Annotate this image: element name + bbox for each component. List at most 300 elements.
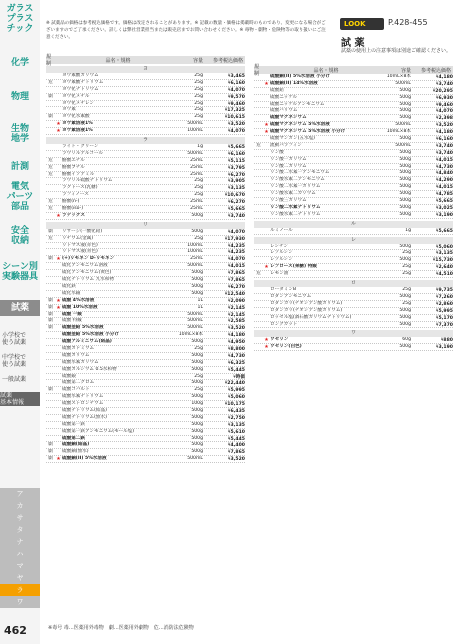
star-icon [55, 263, 62, 269]
product-name: 硫酸 4%水溶液 [62, 297, 95, 303]
product-name: ヨウ化ナトリウム [62, 86, 99, 92]
table-row [46, 353, 245, 360]
table-row [254, 122, 453, 129]
product-name: リトマス液(赤色) [62, 242, 98, 248]
product-name: 硫酸マグネシウム [270, 115, 307, 121]
product-name: 硫酸アルミニウム(結晶) [62, 339, 112, 345]
table-row [46, 312, 245, 319]
product-price: ¥ 3,520 [205, 121, 245, 127]
table-row [46, 442, 245, 449]
product-size: 500mL [187, 121, 203, 127]
header-name: 品名・規格 [313, 67, 339, 74]
regulation-cell: 劇 [48, 449, 53, 455]
table-row [46, 128, 245, 135]
star-icon [55, 449, 62, 455]
regulation-cell: 危 [48, 206, 53, 212]
sidebar-category-6[interactable]: 安全 収納 [10, 226, 29, 246]
look-page-ref[interactable]: P.428-455 [388, 18, 428, 27]
table-row [254, 177, 453, 184]
table-row [254, 250, 453, 257]
star-icon [263, 198, 270, 204]
product-price: ¥ 4,235 [205, 249, 245, 255]
product-size: 500mL [187, 311, 203, 317]
table-row [46, 243, 245, 250]
product-size: 100g [191, 401, 203, 407]
product-size: 500g [399, 344, 411, 350]
section-header: リ [46, 222, 245, 229]
product-size: 500g [191, 290, 203, 296]
product-price: ¥ 4,015 [413, 184, 453, 190]
table-row [254, 115, 453, 122]
product-price: ¥ 10,670 [205, 192, 245, 198]
product-name: ラウリル硫酸ナトリウム [62, 178, 113, 184]
product-name: レゾルシン [270, 250, 293, 256]
product-price: ¥ 5,445 [205, 367, 245, 373]
product-name: ヨウ素酸ナトリウム [62, 79, 104, 85]
sidebar-subitem-0[interactable]: 小学校で 使う試薬 [2, 332, 27, 346]
product-name: ヨウ素酸カリウム [62, 73, 99, 78]
product-name: 硫酸バリウム [270, 108, 298, 114]
header-price: 参考税込価格 [420, 67, 451, 74]
star-icon [55, 165, 62, 171]
product-name: 硫酸 特級 [62, 318, 82, 324]
table-row [254, 74, 453, 81]
sidebar-category-1[interactable]: 化学 [10, 58, 29, 68]
star-icon [263, 95, 270, 101]
star-icon [55, 101, 62, 107]
left-column-table [46, 56, 245, 463]
product-name: 硫酸第二鉄 [62, 435, 85, 441]
star-icon [263, 271, 270, 277]
product-price: ¥ 4,180 [413, 129, 453, 135]
regulation-cell [46, 185, 55, 191]
product-price: ¥ 7,865 [205, 270, 245, 276]
product-name: レフロース(果糖) 特級 [270, 264, 317, 270]
star-icon [263, 191, 270, 197]
product-price: ¥ 3,520 [205, 325, 245, 331]
table-row [46, 87, 245, 94]
star-icon [55, 80, 62, 86]
sidebar-nav [0, 0, 40, 644]
product-size: 500g [399, 314, 411, 320]
product-price: ¥ 5,060 [413, 244, 453, 250]
regulation-cell [46, 192, 55, 198]
product-price: ¥ 4,785 [413, 191, 453, 197]
product-name: 硫酸ナトリウム(結晶) [62, 407, 107, 413]
table-header [46, 54, 245, 67]
product-price: ¥ 4,400 [205, 442, 245, 448]
product-size: 500g [191, 421, 203, 427]
regulation-cell [46, 263, 55, 269]
product-price: ¥ 5,445 [205, 436, 245, 442]
regulation-cell [254, 136, 263, 142]
star-icon: ★ [264, 80, 269, 87]
star-icon [263, 294, 270, 300]
product-price: ¥ 時価 [205, 374, 245, 380]
header-size: 容量 [400, 67, 411, 74]
table-row [46, 121, 245, 128]
footer-legend: ※毒号 毒…医薬用外毒物 劇…医薬用外劇物 危…消防法危険物 [48, 625, 194, 631]
header-cat: 規制 [46, 54, 52, 67]
product-size: 500g [191, 442, 203, 448]
star-icon [55, 360, 62, 366]
top-note: ※ 試薬品の価格は参考税込価格です。価格は改定されることがあります。※ 記載の数量・価格は掲載時のものであり、変更になる場合がございますのでご了承ください。詳しくは弊社営業担当または販売店までお問い合わせください。※ 毒物・劇物・危険物等の取り扱いにご注意ください。 [46, 21, 326, 40]
star-icon [55, 236, 62, 242]
product-price: ¥ 5,665 [413, 228, 453, 234]
product-name: リン酸水素二ナトリウム [270, 211, 321, 217]
regulation-cell [254, 81, 263, 87]
product-price: ¥ 4,070 [413, 108, 453, 114]
right-column-table [254, 66, 453, 351]
product-price: ¥ 10,615 [205, 114, 245, 120]
star-icon [55, 270, 62, 276]
star-icon: ★ [264, 264, 269, 271]
product-name: 硫酸 一級 [62, 311, 82, 317]
table-row [254, 294, 453, 301]
product-price: ¥ 12,540 [205, 291, 245, 297]
table-row [46, 429, 245, 436]
product-size: 25mL [190, 164, 203, 170]
product-size: 25g [194, 345, 203, 351]
table-row [254, 95, 453, 102]
kana-index-6[interactable]: マ [0, 560, 40, 572]
product-size: 500g [399, 115, 411, 121]
table-row [254, 102, 453, 109]
product-size: 100mL [187, 128, 203, 134]
product-name: レゾルシン [270, 257, 293, 263]
table-row [254, 344, 453, 351]
star-icon [55, 436, 62, 442]
star-icon [263, 108, 270, 114]
regulation-cell [254, 301, 263, 307]
sidebar-category-5[interactable]: 電気 パーツ 部品 [6, 182, 34, 212]
product-name: 硫酸鉛 [270, 87, 284, 93]
product-price: ¥ 3,135 [413, 250, 453, 256]
regulation-cell: 劇 [48, 387, 53, 393]
regulation-cell: 劇 [48, 114, 53, 120]
product-price: ¥ 7,865 [205, 449, 245, 455]
product-price: ¥ 22,440 [205, 380, 245, 386]
regulation-cell: 危 [256, 142, 261, 148]
product-name: ワセリン [270, 337, 289, 343]
table-row [46, 114, 245, 121]
regulation-cell [46, 151, 55, 157]
table-row [254, 136, 453, 143]
table-row [46, 192, 245, 199]
star-icon [55, 144, 62, 150]
table-row [46, 332, 245, 339]
product-size: 25g [402, 300, 411, 306]
kana-index-2[interactable]: サ [0, 512, 40, 524]
regulation-cell [46, 415, 55, 421]
section-title: 試 薬 [341, 38, 365, 49]
product-name: ロングガット [270, 321, 298, 327]
regulation-cell [46, 367, 55, 373]
star-icon [263, 308, 270, 314]
table-row [46, 408, 245, 415]
product-price: ¥ 4,070 [205, 256, 245, 262]
product-size: 25g [194, 387, 203, 393]
product-name: リン酸 [270, 149, 284, 155]
product-price: ¥ 5,115 [205, 158, 245, 164]
table-row [46, 101, 245, 108]
table-row [46, 144, 245, 151]
product-size: 500g [191, 212, 203, 218]
table-row [46, 172, 245, 179]
product-name: 硫酸カドミウム [62, 345, 95, 351]
table-row [46, 199, 245, 206]
product-price: ¥ 2,640 [413, 264, 453, 270]
table-row [46, 346, 245, 353]
sidebar-category-3[interactable]: 生物 地学 [10, 124, 29, 144]
table-row [46, 380, 245, 387]
product-size: 25g [402, 250, 411, 256]
product-price: ¥ 2,398 [413, 115, 453, 121]
star-icon [263, 102, 270, 108]
product-price: ¥ 3,740 [413, 150, 453, 156]
table-row [46, 107, 245, 114]
product-name: 硫化ナトリウム 九水和物 [62, 277, 114, 283]
product-size: 500mL [395, 142, 411, 148]
product-price: ¥ 9,570 [205, 94, 245, 100]
regulation-cell: 劇 [48, 256, 53, 262]
star-icon [55, 325, 62, 331]
product-price: ¥ 880 [413, 337, 453, 343]
product-name: 硫酸銅(II) 14%水溶液 [270, 80, 318, 86]
table-row [46, 178, 245, 185]
product-name: 硫酸ストロンチウム [62, 401, 104, 407]
product-name: リン酸二カリウム [270, 163, 307, 169]
sidebar-subitem-2[interactable]: 一般試薬 [2, 376, 27, 383]
product-price: ¥ 3,465 [205, 73, 245, 79]
product-size: 500g [399, 136, 411, 142]
kana-index-9[interactable]: ワ [0, 596, 40, 608]
product-price: ¥ 2,585 [205, 318, 245, 324]
product-size: 500g [399, 198, 411, 204]
sidebar-subitem-1[interactable]: 中学校で 使う試薬 [2, 354, 27, 368]
regulation-cell [254, 108, 263, 114]
product-price: ¥ 3,025 [413, 205, 453, 211]
product-price: ¥ 3,520 [413, 122, 453, 128]
star-icon [55, 192, 62, 198]
regulation-cell: 危 [48, 171, 53, 177]
star-icon: ★ [56, 297, 61, 304]
star-icon: ★ [56, 456, 61, 463]
star-icon [55, 312, 62, 318]
product-size: 500g [399, 94, 411, 100]
product-size: 25g [194, 114, 203, 120]
product-size: 10mL×8本 [178, 332, 203, 338]
product-size: 500g [191, 394, 203, 400]
product-size: 25g [194, 373, 203, 379]
star-icon [263, 170, 270, 176]
product-price: ¥ 3,905 [205, 178, 245, 184]
product-price: ¥ 4,290 [413, 177, 453, 183]
table-row [46, 401, 245, 408]
kana-index-7[interactable]: ヤ [0, 572, 40, 584]
product-name: 硫酸 10%水溶液 [62, 304, 98, 310]
product-price: ¥ 5,995 [413, 308, 453, 314]
table-row [254, 228, 453, 235]
regulation-cell: 危 [48, 199, 53, 205]
regulation-cell [46, 270, 55, 276]
product-size: 25g [194, 93, 203, 99]
regulation-cell: 危 [48, 235, 53, 241]
sidebar-subitem-3[interactable]: 試薬 基本情報 [0, 392, 40, 406]
regulation-cell [254, 88, 263, 94]
product-name: ワセリン(白色) [270, 344, 302, 350]
kana-index-1[interactable]: カ [0, 500, 40, 512]
section-description: 試薬の使用上の注意事項は別途ご確認ください。 [341, 48, 452, 54]
product-price: ¥ 6,160 [413, 136, 453, 142]
star-icon [55, 401, 62, 407]
product-price: ¥ 3,135 [205, 422, 245, 428]
table-row [254, 271, 453, 278]
product-price: ¥ 9,460 [205, 101, 245, 107]
regulation-cell: 劇 [48, 304, 53, 310]
sidebar-category-7[interactable]: シーン別 実験器具 [1, 262, 38, 282]
sidebar-category-4[interactable]: 計測 [10, 162, 29, 172]
regulation-cell [46, 121, 55, 127]
star-icon [55, 353, 62, 359]
product-name: レシチン [270, 243, 289, 249]
star-icon [263, 287, 270, 293]
table-row [254, 337, 453, 344]
kana-index-5[interactable]: ハ [0, 548, 40, 560]
sidebar-category-2[interactable]: 物理 [10, 92, 29, 102]
look-badge: LOOK [340, 18, 384, 30]
table-row [46, 94, 245, 101]
table-row [254, 287, 453, 294]
sidebar-category-0[interactable]: ガラス プラス チック [6, 4, 34, 34]
product-price: ¥ 5,610 [205, 429, 245, 435]
product-name: ロダンカリ(チオシアン酸カリウム) [270, 307, 343, 313]
table-row [46, 339, 245, 346]
product-size: 500g [399, 101, 411, 107]
regulation-cell: 劇 [48, 228, 53, 234]
regulation-cell: 危 [48, 164, 53, 170]
star-icon [55, 249, 62, 255]
star-icon [55, 291, 62, 297]
star-icon: ★ [56, 121, 61, 128]
regulation-cell [254, 129, 263, 135]
sidebar-category-8[interactable]: 試薬 [0, 300, 40, 316]
regulation-cell [254, 228, 263, 234]
product-name: ヨウ化水素酸 [62, 114, 90, 120]
product-name: レモン油 [270, 271, 289, 277]
star-icon [263, 301, 270, 307]
regulation-cell: 劇 [48, 318, 53, 324]
product-name: 硫酸カリウム [62, 352, 90, 358]
product-price: ¥ 5,995 [205, 387, 245, 393]
star-icon [55, 277, 62, 283]
table-row [254, 191, 453, 198]
product-name: 硫酸亜鉛 5%水溶液 [62, 325, 104, 331]
table-row [46, 436, 245, 443]
kana-index-3[interactable]: タ [0, 524, 40, 536]
product-name: ロダンカリ(チオシアン酸カリウム) [270, 300, 343, 306]
table-row [254, 257, 453, 264]
product-name: リン酸一カリウム [270, 156, 307, 162]
product-size: 1g [405, 227, 411, 233]
star-icon [55, 94, 62, 100]
star-icon [55, 346, 62, 352]
product-price: ¥ 7,260 [413, 294, 453, 300]
regulation-cell [46, 436, 55, 442]
product-price: ¥ 4,070 [205, 87, 245, 93]
star-icon [263, 164, 270, 170]
star-icon [55, 429, 62, 435]
product-price: ¥ 3,740 [413, 143, 453, 149]
product-price: ¥ 5,665 [205, 206, 245, 212]
product-name: 硫酸ニッケルアンモニウム [270, 101, 325, 107]
table-row [46, 298, 245, 305]
star-icon: ★ [56, 212, 61, 219]
product-name: 硫酸マグネシウム 5%水溶液 [270, 122, 330, 128]
product-price: ¥ 4,015 [413, 157, 453, 163]
product-size: 25g [194, 235, 203, 241]
product-name: 硫化水銀 [62, 290, 81, 296]
product-name: 硫化アンモニウム溶液 [62, 263, 108, 269]
product-size: 25g [402, 264, 411, 270]
star-icon [55, 318, 62, 324]
product-name: リン酸二水素一カリウム [270, 184, 321, 190]
star-icon [55, 284, 62, 290]
product-price: ¥ 4,730 [413, 164, 453, 170]
regulation-cell [46, 107, 55, 113]
regulation-cell [254, 344, 263, 350]
regulation-cell [254, 250, 263, 256]
star-icon [55, 158, 62, 164]
product-name: リン酸水素二カリウム [270, 191, 316, 197]
regulation-cell [46, 332, 55, 338]
product-price: ¥ 20,295 [413, 88, 453, 94]
product-name: リン酸二水素一アンモニウム [270, 170, 330, 176]
table-row [46, 360, 245, 367]
table-row [254, 264, 453, 271]
product-size: 500mL [395, 80, 411, 86]
kana-index-4[interactable]: ナ [0, 536, 40, 548]
product-name: ローダミンB [270, 287, 297, 293]
regulation-cell [46, 394, 55, 400]
regulation-cell [254, 308, 263, 314]
table-row [46, 73, 245, 80]
product-name: 硫酸銅(II) 5%水溶液 [62, 456, 107, 462]
product-name: 酪酸イソアミル [62, 171, 95, 177]
product-size: 500g [191, 270, 203, 276]
product-size: 500g [191, 428, 203, 434]
star-icon [55, 442, 62, 448]
star-icon: ★ [56, 128, 61, 135]
kana-index-8[interactable]: ラ [0, 584, 40, 596]
kana-index-0[interactable]: ア [0, 488, 40, 500]
table-row [254, 81, 453, 88]
product-size: 25g [194, 79, 203, 85]
product-price: ¥ 6,160 [205, 151, 245, 157]
table-row [46, 456, 245, 463]
table-row [254, 212, 453, 219]
star-icon: ★ [264, 337, 269, 344]
product-name: 硫化アンモニウム(黄色) [62, 270, 112, 276]
regulation-cell [254, 122, 263, 128]
table-row [46, 367, 245, 374]
star-icon [263, 88, 270, 94]
star-icon [55, 151, 62, 157]
regulation-cell [46, 178, 55, 184]
regulation-cell [254, 150, 263, 156]
product-name: ロッセル塩(酒石酸カリウムナトリウム) [270, 314, 352, 320]
product-price: ¥ 4,730 [205, 353, 245, 359]
